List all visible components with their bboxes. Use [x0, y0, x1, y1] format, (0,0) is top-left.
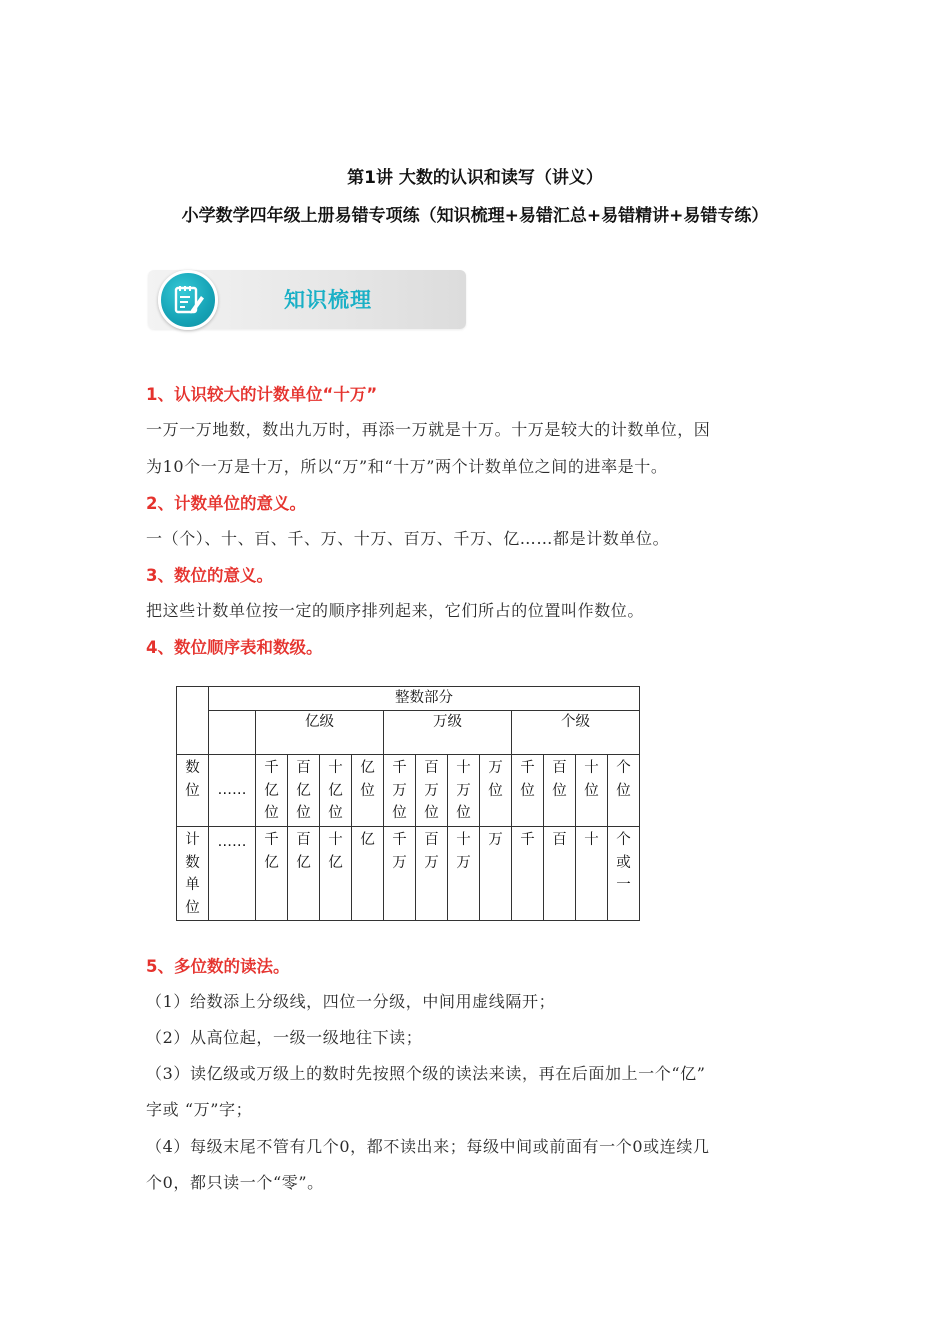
section-1-heading: 1、认识较大的计数单位“十万” [146, 385, 378, 404]
place-cell [608, 755, 640, 827]
place-cell [352, 755, 384, 827]
unit-text: 百万 [424, 832, 439, 871]
row-label-place [177, 755, 209, 827]
place-cell [480, 755, 512, 827]
place-cell [416, 755, 448, 827]
section-5-line-2: （2）从高位起，一级一级地往下读； [146, 1028, 423, 1047]
table-header-integer-part: 整数部分 [209, 687, 640, 711]
unit-cell [352, 827, 384, 921]
unit-cell [416, 827, 448, 921]
place-text: 十亿位 [328, 760, 343, 821]
unit-text: 千万 [392, 832, 407, 871]
row-label-place-text: 数位 [185, 760, 200, 799]
place-cell [320, 755, 352, 827]
section-5-line-3: （3）读亿级或万级上的数时先按照个级的读法来读，再在后面加上一个“亿” [146, 1064, 706, 1083]
place-text: 千万位 [392, 760, 407, 821]
unit-cell [384, 827, 416, 921]
unit-cell [288, 827, 320, 921]
place-text: 百位 [552, 760, 567, 799]
unit-cell [608, 827, 640, 921]
unit-text: 千亿 [264, 832, 279, 871]
unit-text: 十万 [456, 832, 471, 871]
ellipsis-cell: …… [209, 755, 256, 827]
section-2-line-1: 一（个）、十、百、千、万、十万、百万、千万、亿……都是计数单位。 [146, 529, 670, 548]
ellipsis-cell: …… [209, 827, 256, 921]
notepad-pencil-icon [161, 273, 215, 327]
level-wan: 万级 [384, 711, 512, 755]
unit-cell [320, 827, 352, 921]
unit-cell [480, 827, 512, 921]
row-label-unit [177, 827, 209, 921]
section-1-line-2: 为10个一万是十万，所以“万”和“十万”两个计数单位之间的进率是十。 [146, 457, 668, 476]
place-cell [544, 755, 576, 827]
place-text: 百亿位 [296, 760, 311, 821]
unit-cell [512, 827, 544, 921]
section-5-line-1: （1）给数添上分级线，四位一分级，中间用虚线隔开； [146, 992, 556, 1011]
place-cell [288, 755, 320, 827]
unit-text: 百 [552, 832, 567, 848]
place-value-table [176, 686, 640, 921]
section-2-heading: 2、计数单位的意义。 [146, 494, 306, 513]
place-cell [256, 755, 288, 827]
section-3-heading: 3、数位的意义。 [146, 566, 273, 585]
page-subtitle: 小学数学四年级上册易错专项练（知识梳理+易错汇总+易错精讲+易错专练） [181, 206, 769, 226]
table-blank-cell [209, 711, 256, 755]
unit-cell [576, 827, 608, 921]
section-5-line-6: 个0，都只读一个“零”。 [146, 1173, 324, 1192]
place-cell [512, 755, 544, 827]
row-label-unit-text: 计数单位 [185, 832, 200, 916]
section-5-line-4: 字或 “万”字； [146, 1100, 253, 1119]
place-text: 千亿位 [264, 760, 279, 821]
section-4-heading: 4、数位顺序表和数级。 [146, 638, 323, 657]
page-title: 第1讲 大数的认识和读写（讲义） [347, 168, 603, 188]
banner-icon-badge [158, 270, 218, 330]
place-text: 个位 [616, 760, 631, 799]
place-text: 亿位 [360, 760, 375, 799]
place-cell [576, 755, 608, 827]
unit-text: 亿 [360, 832, 375, 848]
unit-text: 千 [520, 832, 535, 848]
unit-cell [448, 827, 480, 921]
section-3-line-1: 把这些计数单位按一定的顺序排列起来，它们所占的位置叫作数位。 [146, 601, 645, 620]
level-yi: 亿级 [256, 711, 384, 755]
place-cell [384, 755, 416, 827]
unit-cell [544, 827, 576, 921]
level-ge: 个级 [512, 711, 640, 755]
place-text: 千位 [520, 760, 535, 799]
banner-label: 知识梳理 [284, 288, 372, 312]
section-5-heading: 5、多位数的读法。 [146, 957, 290, 976]
section-1-line-1: 一万一万地数，数出九万时，再添一万就是十万。十万是较大的计数单位，因 [146, 420, 711, 439]
place-text: 万位 [488, 760, 503, 799]
unit-text: 百亿 [296, 832, 311, 871]
section-5-line-5: （4）每级末尾不管有几个0，都不读出来；每级中间或前面有一个0或连续几 [146, 1137, 710, 1156]
place-text: 十万位 [456, 760, 471, 821]
place-cell [448, 755, 480, 827]
place-text: 百万位 [424, 760, 439, 821]
unit-text: 个或一 [616, 832, 631, 893]
table-corner-cell [177, 687, 209, 755]
unit-cell [256, 827, 288, 921]
unit-text: 十亿 [328, 832, 343, 871]
unit-text: 万 [488, 832, 503, 848]
unit-text: 十 [584, 832, 599, 848]
place-text: 十位 [584, 760, 599, 799]
